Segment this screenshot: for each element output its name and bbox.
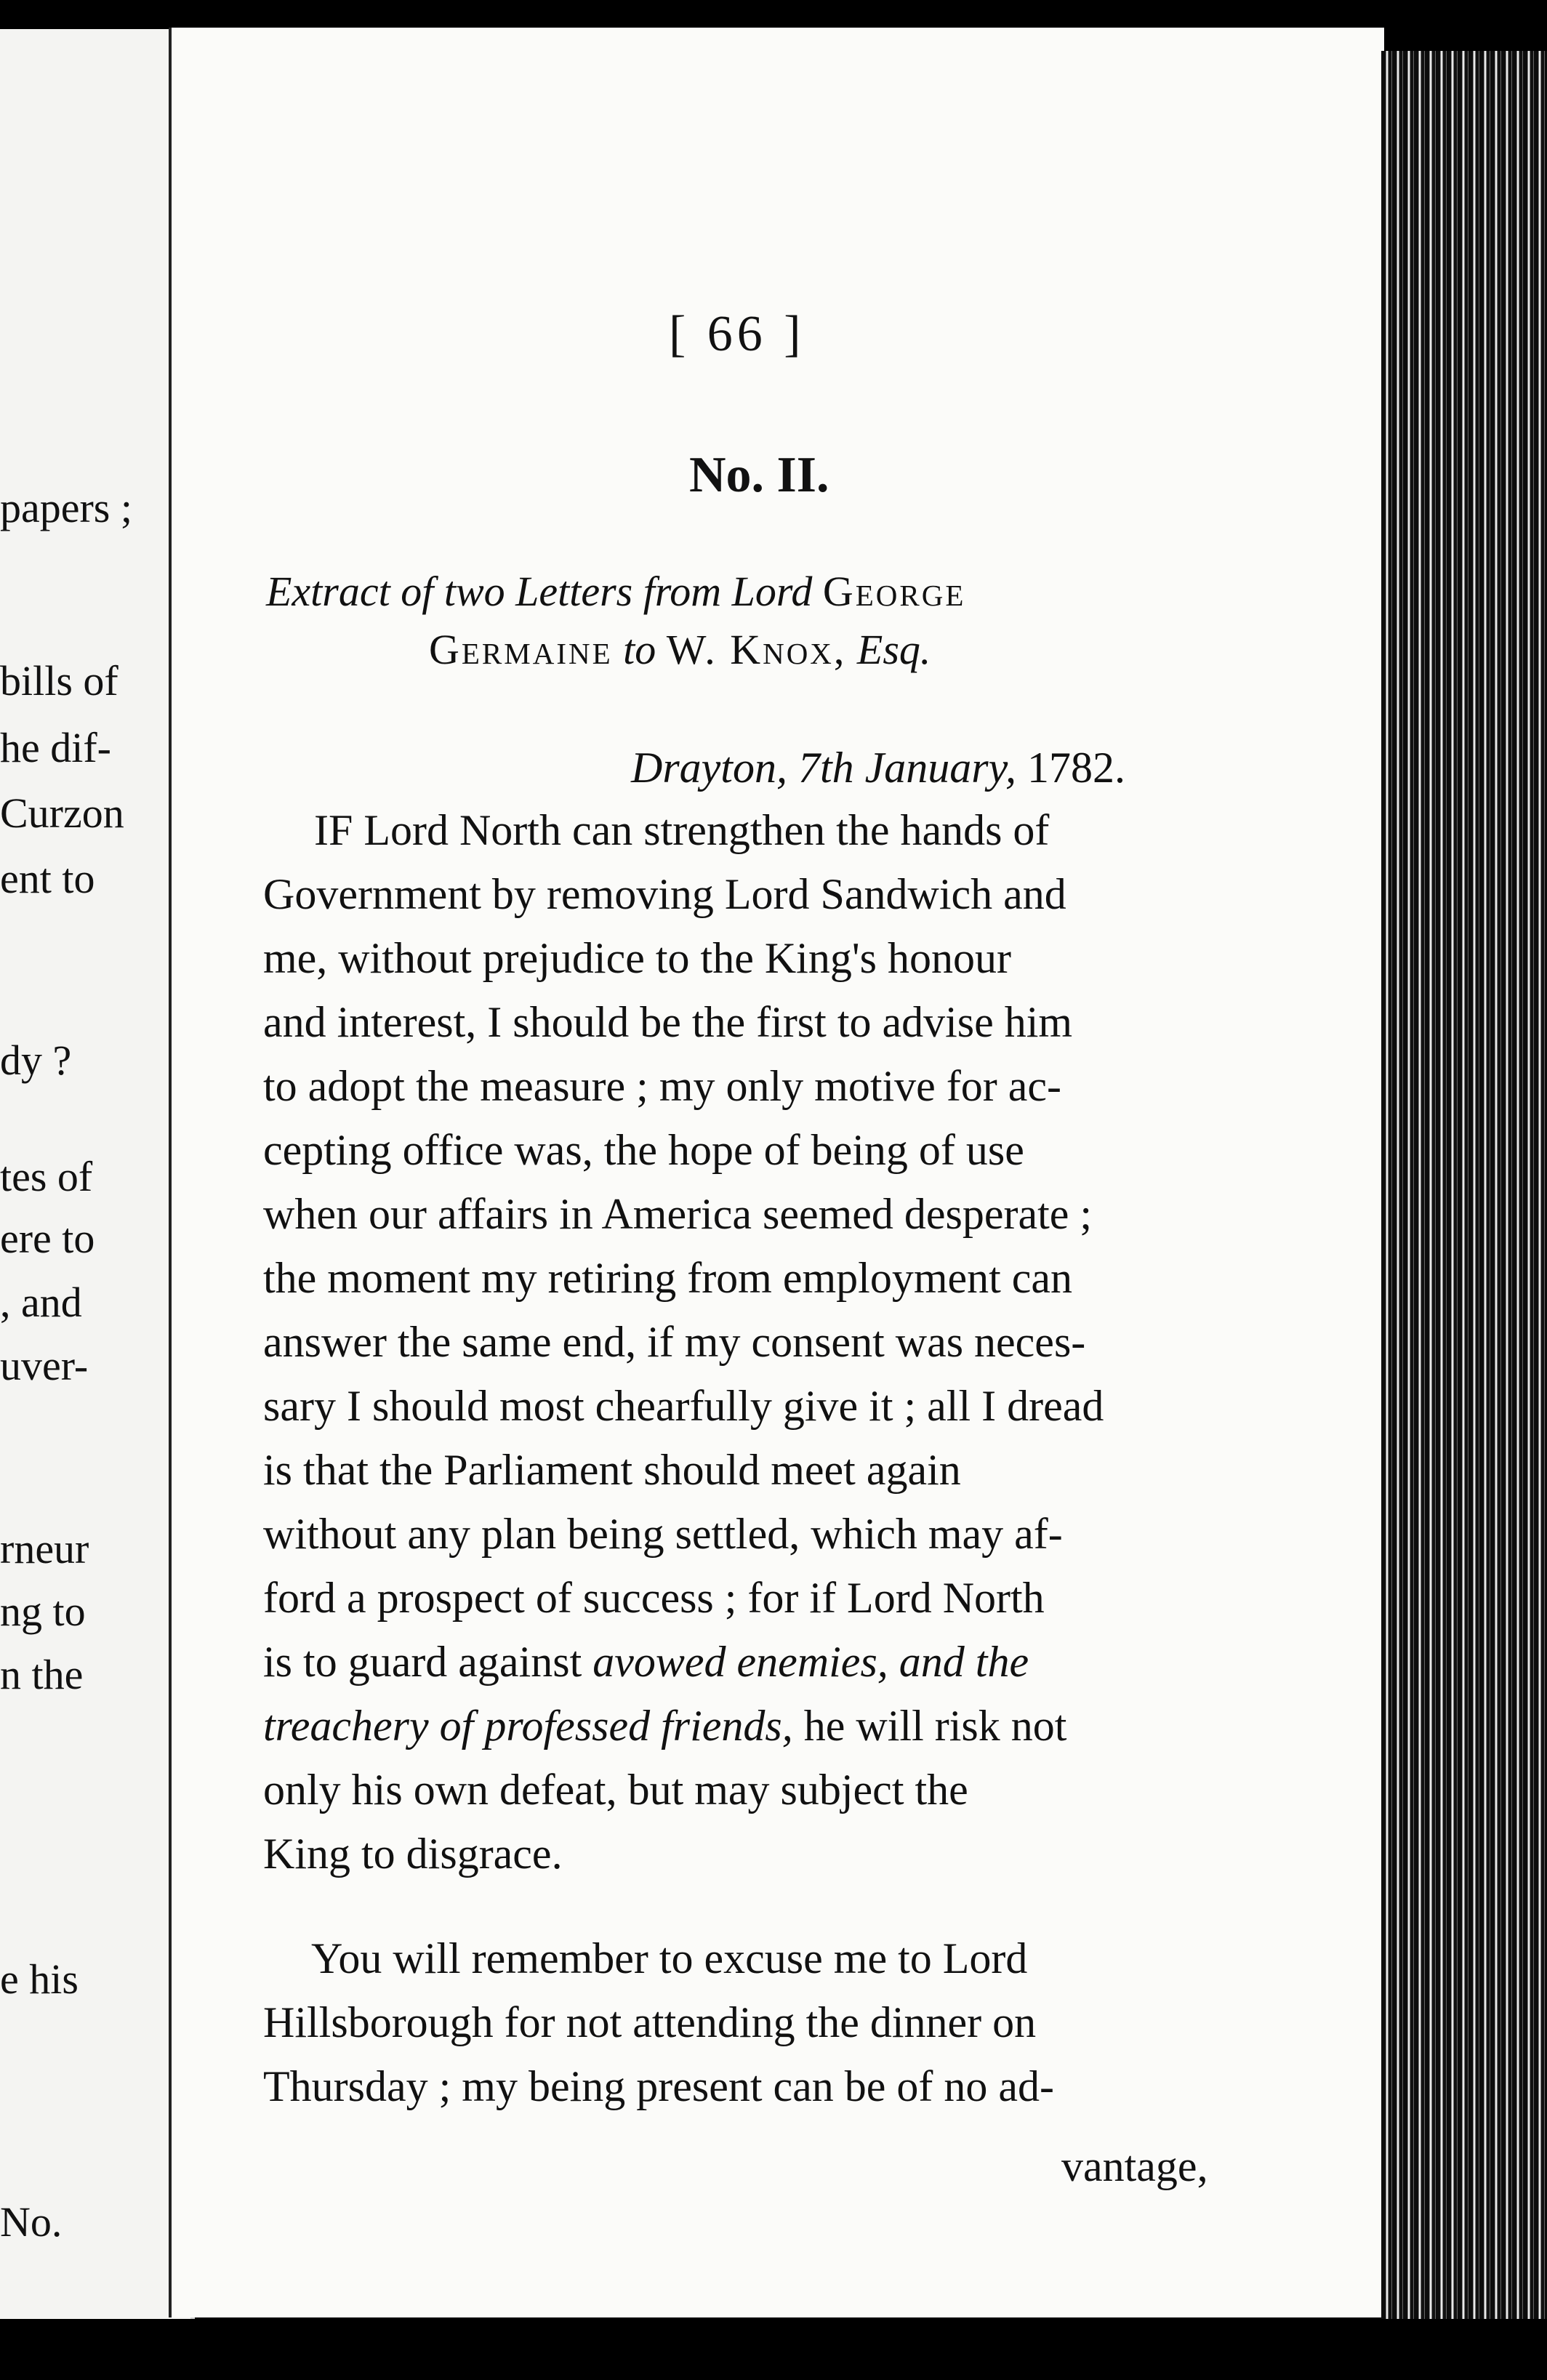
heading-name: Germaine bbox=[429, 626, 613, 673]
body-italic: treachery of professed friends, bbox=[263, 1702, 793, 1750]
left-line: No. bbox=[0, 2198, 63, 2246]
place-date: Drayton, 7th January, bbox=[631, 744, 1016, 792]
left-line: papers ; bbox=[0, 484, 132, 531]
left-line: ent to bbox=[0, 855, 95, 902]
body-line: me, without prejudice to the King's honour bbox=[263, 934, 1011, 982]
left-line: n the bbox=[0, 1651, 84, 1698]
left-line: dy ? bbox=[0, 1037, 72, 1084]
body-line: the moment my retiring from employment can bbox=[263, 1254, 1073, 1302]
body-line: Government by removing Lord Sandwich and bbox=[263, 870, 1066, 918]
body-line: is that the Parliament should meet again bbox=[263, 1446, 961, 1494]
left-line: e his bbox=[0, 1955, 79, 2003]
body-line: King to disgrace. bbox=[263, 1830, 563, 1878]
heading-name: W. Knox, bbox=[666, 626, 847, 673]
section-number: No. II. bbox=[689, 447, 829, 503]
body-line: You will remember to excuse me to Lord bbox=[311, 1934, 1028, 1982]
page-number-header: [ 66 ] bbox=[669, 306, 805, 362]
body-line: Thursday ; my being present can be of no ad- bbox=[263, 2062, 1054, 2110]
body-text: he will risk not bbox=[803, 1702, 1067, 1750]
left-line: ere to bbox=[0, 1215, 95, 1262]
left-line: ng to bbox=[0, 1588, 86, 1635]
body-line: IF Lord North can strengthen the hands of bbox=[314, 806, 1050, 854]
body-line: to adopt the measure ; my only motive for ac- bbox=[263, 1062, 1062, 1110]
place-date-line bbox=[631, 743, 1125, 793]
catchword: vantage, bbox=[1061, 2142, 1208, 2190]
body-line: when our affairs in America seemed desperate ; bbox=[263, 1190, 1093, 1238]
body-text: is to guard against bbox=[263, 1638, 582, 1686]
previous-page-fragment bbox=[0, 29, 195, 2319]
heading-italic: Esq. bbox=[856, 626, 931, 673]
body-line: cepting office was, the hope of being of use bbox=[263, 1126, 1024, 1174]
heading-italic: Extract of two Letters from Lord bbox=[266, 568, 813, 615]
heading-name: George bbox=[822, 568, 966, 615]
left-line: he dif- bbox=[0, 724, 111, 771]
body-line bbox=[263, 1640, 1029, 1684]
left-line: uver- bbox=[0, 1342, 89, 1389]
body-line: sary I should most chearfully give it ; all I dread bbox=[263, 1382, 1104, 1430]
body-line: Hillsborough for not attending the dinner on bbox=[263, 1998, 1037, 2046]
page-edges bbox=[1381, 51, 1547, 2319]
left-line: , and bbox=[0, 1279, 82, 1326]
left-line: tes of bbox=[0, 1153, 93, 1200]
body-line: only his own defeat, but may subject the bbox=[263, 1766, 968, 1814]
body-line: answer the same end, if my consent was neces- bbox=[263, 1318, 1086, 1366]
body-italic: avowed enemies, and the bbox=[592, 1638, 1029, 1686]
body-line: ford a prospect of success ; for if Lord North bbox=[263, 1574, 1045, 1622]
body-line: and interest, I should be the first to advise him bbox=[263, 998, 1073, 1046]
year: 1782. bbox=[1026, 744, 1125, 792]
left-line: Curzon bbox=[0, 789, 124, 837]
body-line bbox=[263, 1704, 1066, 1748]
letter-heading-line-1 bbox=[266, 567, 965, 616]
left-line: rneur bbox=[0, 1525, 89, 1572]
letter-heading-line-2 bbox=[429, 625, 931, 674]
left-line: bills of bbox=[0, 657, 118, 704]
heading-italic: to bbox=[623, 626, 656, 673]
body-line: without any plan being settled, which may af- bbox=[263, 1510, 1063, 1558]
